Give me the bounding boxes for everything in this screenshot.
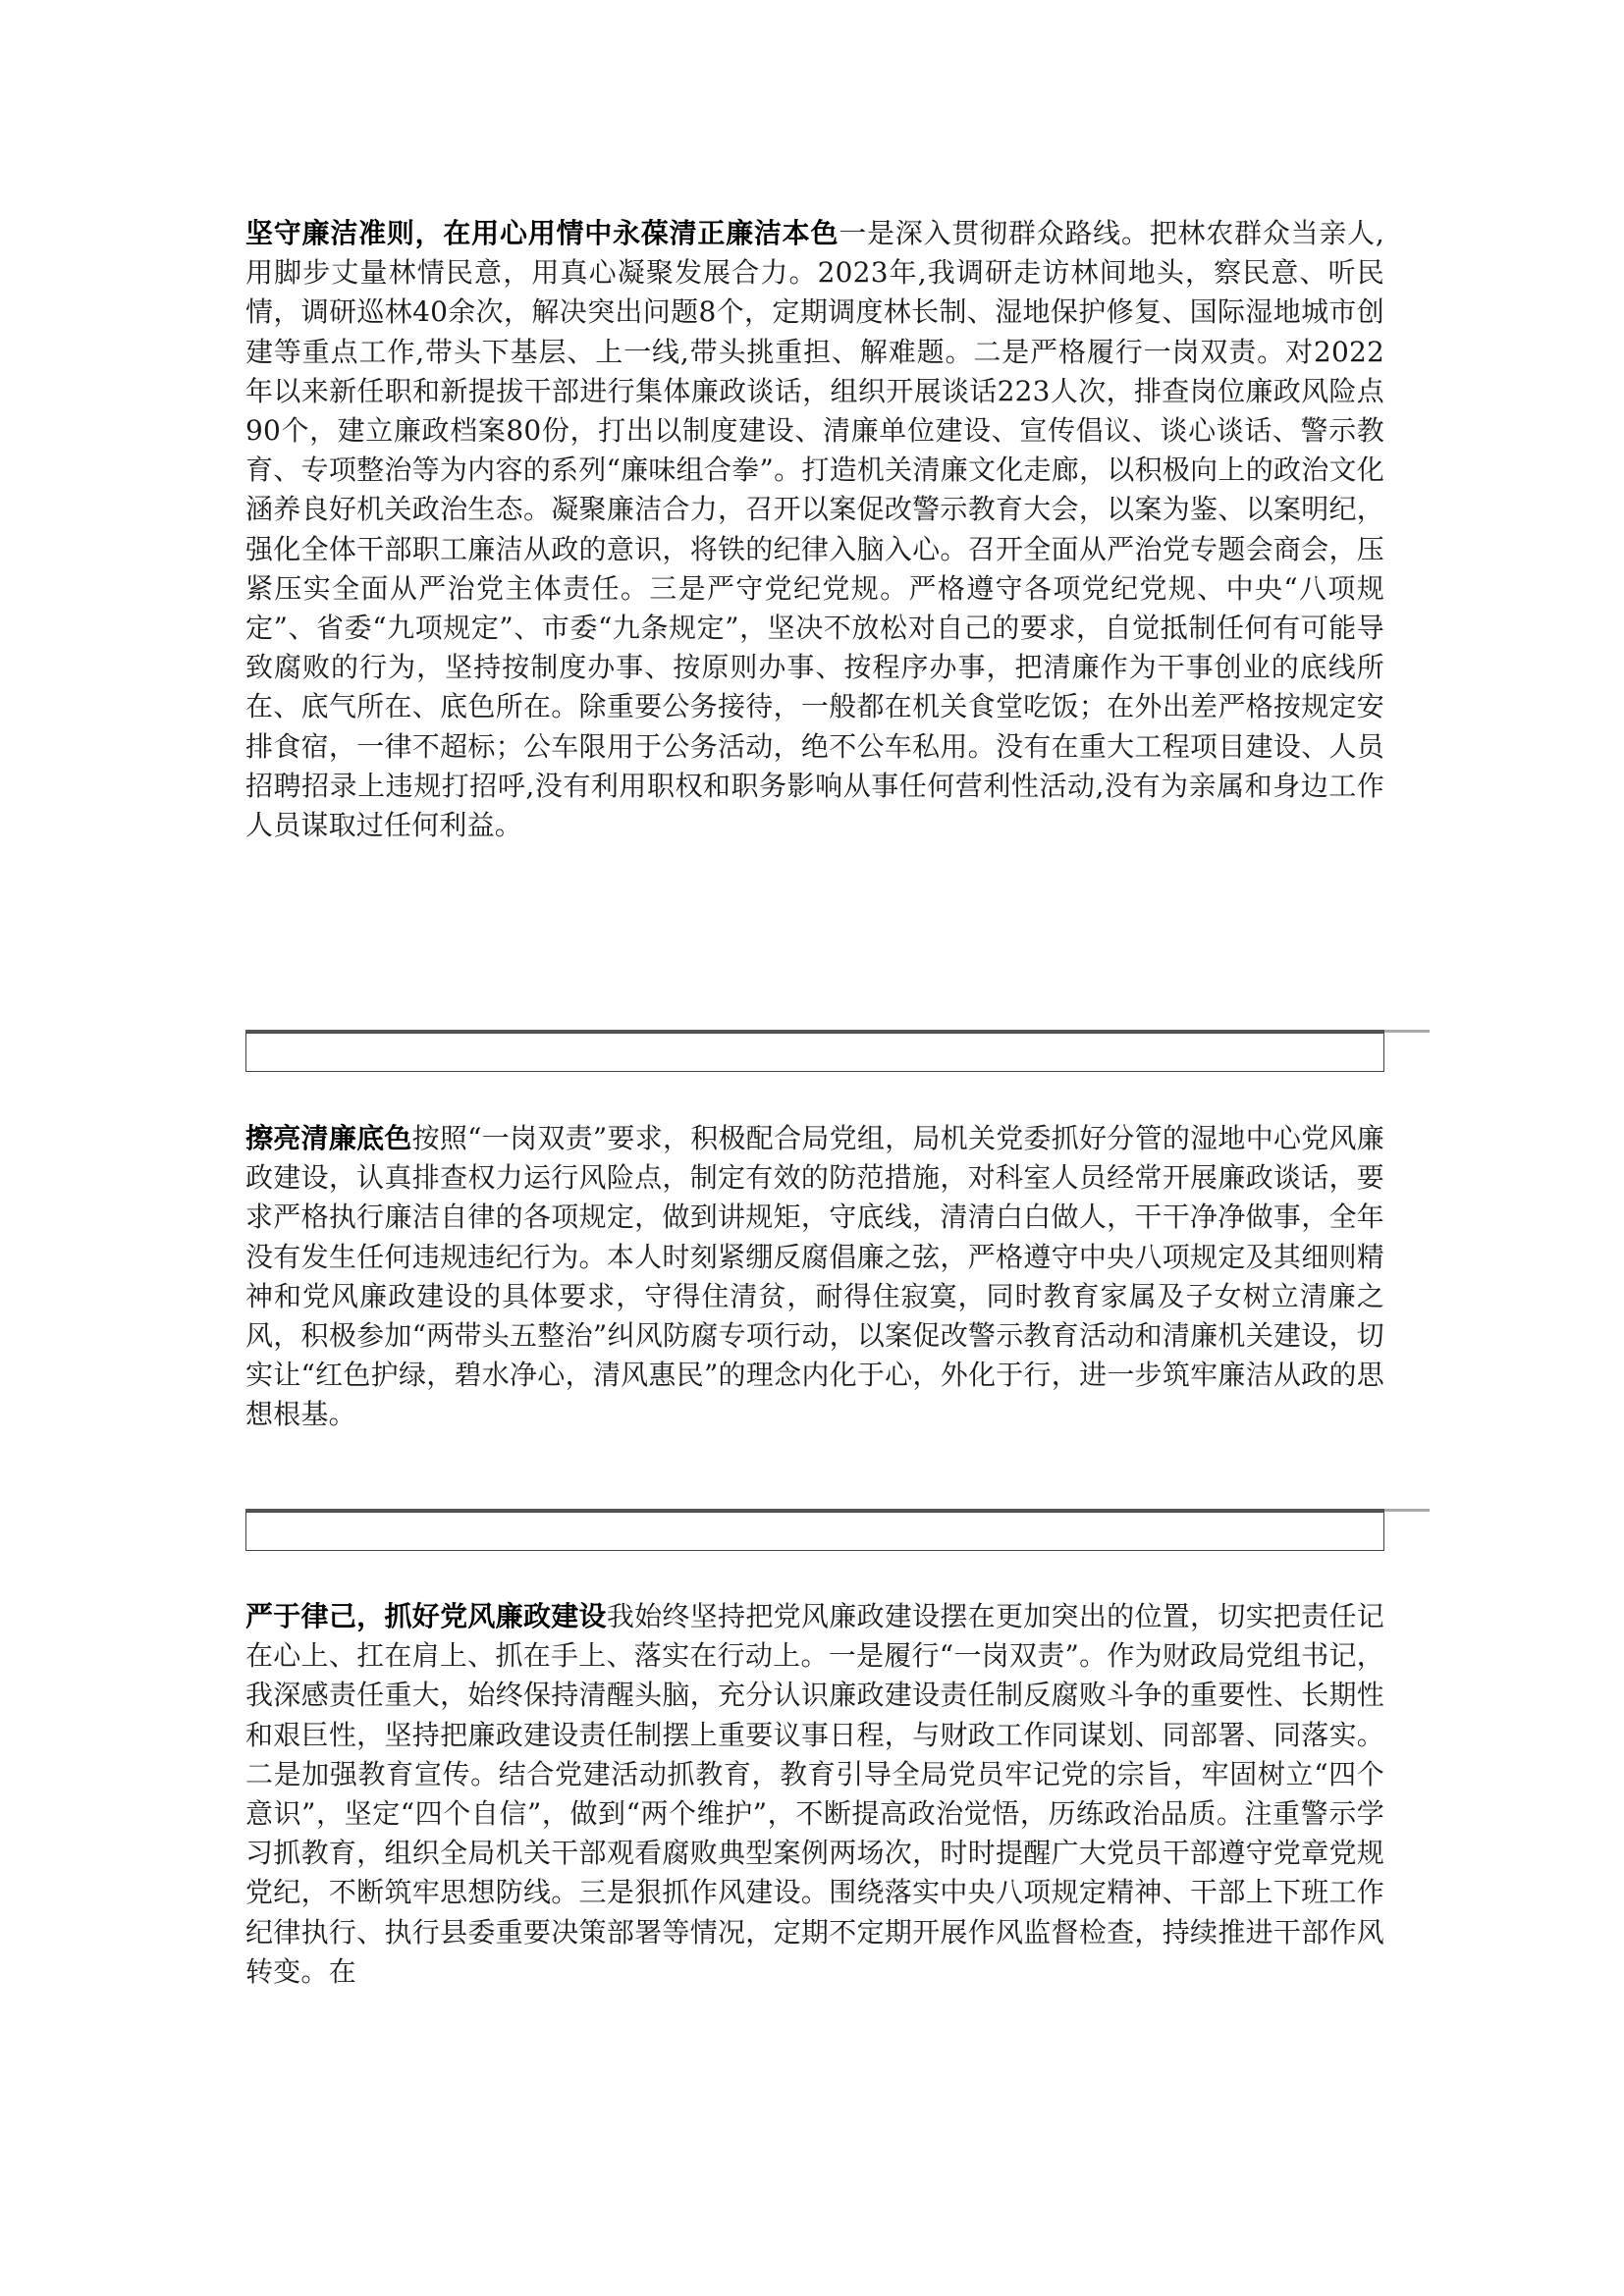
section-3 <box>245 1597 1384 1992</box>
section-2-body: 按照“一岗双责”要求，积极配合局党组，局机关党委抓好分管的湿地中心党风廉政建设，认真排查权力运行风险点，制定有效的防范措施，对科室人员经常开展廉政谈话，要求严格执行廉洁自律的各项规定，做到讲规矩，守底线，清清白白做人，干干净净做事，全年没有发生任何违规违纪行为。本人时刻紧绷反腐倡廉之弦，严格遵守中央八项规定及其细则精神和党风廉政建设的具体要求，守得住清贫，耐得住寂寞，同时教育家属及子女树立清廉之风，积极参加“两带头五整治”纠风防腐专项行动，以案促改警示教育活动和清廉机关建设，切实让“红色护绿，碧水净心，清风惠民”的理念内化于心，外化于行，进一步筑牢廉洁从政的思想根基。 <box>245 1122 1384 1431</box>
section-1-paragraph <box>245 214 1384 845</box>
section-1 <box>245 214 1384 845</box>
section-3-heading: 严于律己，抓好党风廉政建设 <box>245 1600 607 1632</box>
section-1-heading: 坚守廉洁准则，在用心用情中永葆清正廉洁本色 <box>245 217 839 249</box>
section-3-body: 我始终坚持把党风廉政建设摆在更加突出的位置，切实把责任记在心上、扛在肩上、抓在手上、落实在行动上。一是履行“一岗双责”。作为财政局党组书记，我深感责任重大，始终保持清醒头脑，充分认识廉政建设责任制反腐败斗争的重要性、长期性和艰巨性，坚持把廉政建设责任制摆上重要议事日程，与财政工作同谋划、同部署、同落实。二是加强教育宣传。结合党建活动抓教育，教育引导全局党员牢记党的宗旨，牢固树立“四个意识”，坚定“四个自信”，做到“两个维护”，不断提高政治觉悟，历练政治品质。注重警示学习抓教育，组织全局机关干部观看腐败典型案例两场次，时时提醒广大党员干部遵守党章党规党纪，不断筑牢思想防线。三是狠抓作风建设。围绕落实中央八项规定精神、干部上下班工作纪律执行、执行县委重要决策部署等情况，定期不定期开展作风监督检查，持续推进干部作风转变。在 <box>245 1600 1384 1988</box>
section-1-body: 一是深入贯彻群众路线。把林农群众当亲人,用脚步丈量林情民意，用真心凝聚发展合力。2023年,我调研走访林间地头，察民意、听民情，调研巡林40余次，解决突出问题8个，定期调度林长制、湿地保护修复、国际湿地城市创建等重点工作,带头下基层、上一线,带头挑重担、解难题。二是严格履行一岗双责。对2022年以来新任职和新提拔干部进行集体廉政谈话，组织开展谈话223人次，排查岗位廉政风险点90个，建立廉政档案80份，打出以制度建设、清廉单位建设、宣传倡议、谈心谈话、警示教育、专项整治等为内容的系列“廉味组合拳”。打造机关清廉文化走廊，以积极向上的政治文化涵养良好机关政治生态。凝聚廉洁合力，召开以案促改警示教育大会，以案为鉴、以案明纪，强化全体干部职工廉洁从政的意识，将铁的纪律入脑入心。召开全面从严治党专题会商会，压紧压实全面从严治党主体责任。三是严守党纪党规。严格遵守各项党纪党规、中央“八项规定”、省委“九项规定”、市委“九条规定”，坚决不放松对自己的要求，自觉抵制任何有可能导致腐败的行为，坚持按制度办事、按原则办事、按程序办事，把清廉作为干事创业的底线所在、底气所在、底色所在。除重要公务接待，一般都在机关食堂吃饭；在外出差严格按规定安排食宿，一律不超标；公车限用于公务活动，绝不公车私用。没有在重大工程项目建设、人员招聘招录上违规打招呼,没有利用职权和职务影响从事任何营利性活动,没有为亲属和身边工作人员谋取过任何利益。 <box>245 217 1385 842</box>
section-2-empty-box <box>245 1512 1384 1551</box>
section-3-paragraph <box>245 1597 1384 1992</box>
section-2 <box>245 1119 1384 1435</box>
section-2-paragraph <box>245 1119 1384 1435</box>
section-2-heading: 擦亮清廉底色 <box>245 1122 412 1154</box>
section-1-empty-box <box>245 1033 1384 1072</box>
